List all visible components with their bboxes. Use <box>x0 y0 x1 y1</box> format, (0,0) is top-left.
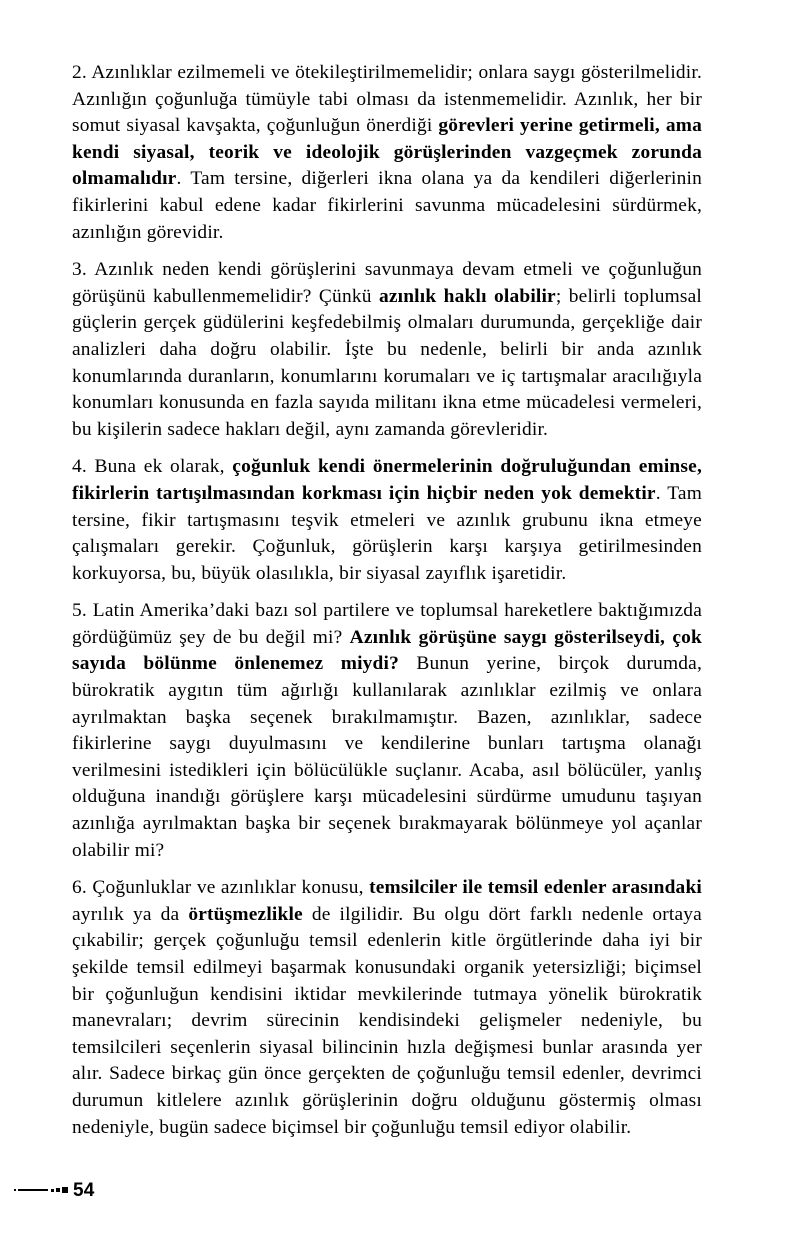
emphasis-run: örtüşmezlikle <box>188 903 303 925</box>
ornament-square-small <box>51 1189 54 1192</box>
text-column <box>72 60 702 1141</box>
text-run: ayrılık ya da <box>72 903 189 925</box>
page-number: 54 <box>73 1179 95 1201</box>
text-run: . Tam tersine, diğerleri ikna olana ya da kendileri diğerlerinin fikirlerini kabul edene kadar fikirlerini savunma mücadelesini sürdürmek, azınlığın görevidir. <box>72 168 702 243</box>
text-run: 4. Buna ek olarak, <box>72 456 233 478</box>
emphasis-run: temsilciler ile temsil edenler arasındaki <box>369 877 702 899</box>
paragraph-5 <box>72 598 702 864</box>
ornament-square-large <box>62 1187 68 1193</box>
paragraph-4 <box>72 454 702 587</box>
text-run: 3. Azınlık neden kendi görüşlerini savunmaya devam etmeli ve çoğunluğun görüşünü kabullenmemelidir? Çünkü <box>72 259 702 307</box>
text-run: 2. Azınlıklar ezilmemeli ve ötekileştirilmemelidir; onlara saygı gösterilmelidir. Azınlığın çoğunluğa tümüyle tabi olması da istenmemelidir. Azınlık, her bir somut siyasal kavşakta, çoğunluğun önerdiği <box>72 62 702 137</box>
text-run: . Tam tersine, fikir tartışmasını teşvik etmeleri ve azınlık grubunu ikna etmeye çalışmaları gerekir. Çoğunluk, görüşlerin karşı karşıya getirilmesinden korkuyorsa, bu, büyük olasılıkla, bir siyasal zayıflık işaretidir. <box>72 482 702 584</box>
ornament-square-medium <box>56 1188 60 1192</box>
text-run: 6. Çoğunluklar ve azınlıklar konusu, <box>72 877 370 899</box>
paragraph-2 <box>72 60 702 246</box>
ornament-dot <box>14 1189 16 1191</box>
paragraph-6 <box>72 875 702 1141</box>
footer-ornament-icon <box>14 1184 73 1196</box>
emphasis-run: Azınlık görüşüne saygı gösterilseydi, çok sayıda bölünme önlenemez miydi? <box>72 626 702 675</box>
emphasis-run: görevleri yerine getirmeli, ama kendi siyasal, teorik ve ideolojik görüşlerinden vazgeçmek zorunda olmamalıdır <box>72 115 702 190</box>
text-run: 5. Latin Amerika’daki bazı sol partilere ve toplumsal hareketlere baktığımızda gördüğümüz şey de bu değil mi? <box>72 600 702 648</box>
text-run: Bunun yerine, birçok durumda, bürokratik aygıtın tüm ağırlığı kullanılarak azınlıklar ezilmiş ve onlara ayrılmaktan başka seçenek bırakılmamıştır. Bazen, azınlıklar, sadece fikirlerine saygı duyulmasını ve kendilerine bunları tartışma olanağı verilmesini istedikleri için bölücülükle suçlanır. Acaba, asıl bölücüler, yanlış olduğuna inandığı görüşlere karşı mücadelesini sürdürme umudunu taşıyan azınlığa ayrılmaktan başka bir seçenek bırakmayarak bölünmeye yol açanlar olabilir mi? <box>72 653 703 861</box>
text-run: ; belirli toplumsal güçlerin gerçek güdülerini keşfedebilmiş olmaları durumunda, gerçekliğe dair analizleri daha doğru olabilir. İşte bu nedenle, belirli bir anda azınlık konumlarında duranların, konumlarını korumaları ve iç tartışmalar aracılığıyla konumları konusunda en fazla sayıda militanı ikna etme mücadelesi vermeleri, bu kişilerin sadece hakları değil, aynı zamanda görevleridir. <box>72 285 702 440</box>
emphasis-run: çoğunluk kendi önermelerinin doğruluğundan eminse, fikirlerin tartışılmasından korkması için hiçbir neden yok demektir <box>72 456 702 504</box>
text-run: de ilgilidir. Bu olgu dört farklı nedenle ortaya çıkabilir; gerçek çoğunluğu temsil edenlerin kitle örgütlerinde daha iyi bir şekilde temsil edilmeyi başarmak konusundaki organik yetersizliği; biçimsel bir çoğunluğun kendisini iktidar mevkilerinde tutmaya yönelik bürokratik manevraları; devrim sürecinin kendisindeki gelişmeler nedeniyle, bu temsilcileri seçenlerin siyasal bilincinin hızla değişmesi bunlar arasında yer alır. Sadece birkaç gün önce gerçekten de çoğunluğu temsil edenler, devrimci durumun kitlelere azınlık görüşlerinin doğru olduğunu göstermiş olması nedeniyle, bugün sadece biçimsel bir çoğunluğu temsil ediyor olabilir. <box>72 903 702 1138</box>
paragraph-3 <box>72 257 702 443</box>
emphasis-run: azınlık haklı olabilir <box>378 285 556 307</box>
ornament-rule <box>18 1189 48 1191</box>
page-footer <box>14 1178 95 1202</box>
